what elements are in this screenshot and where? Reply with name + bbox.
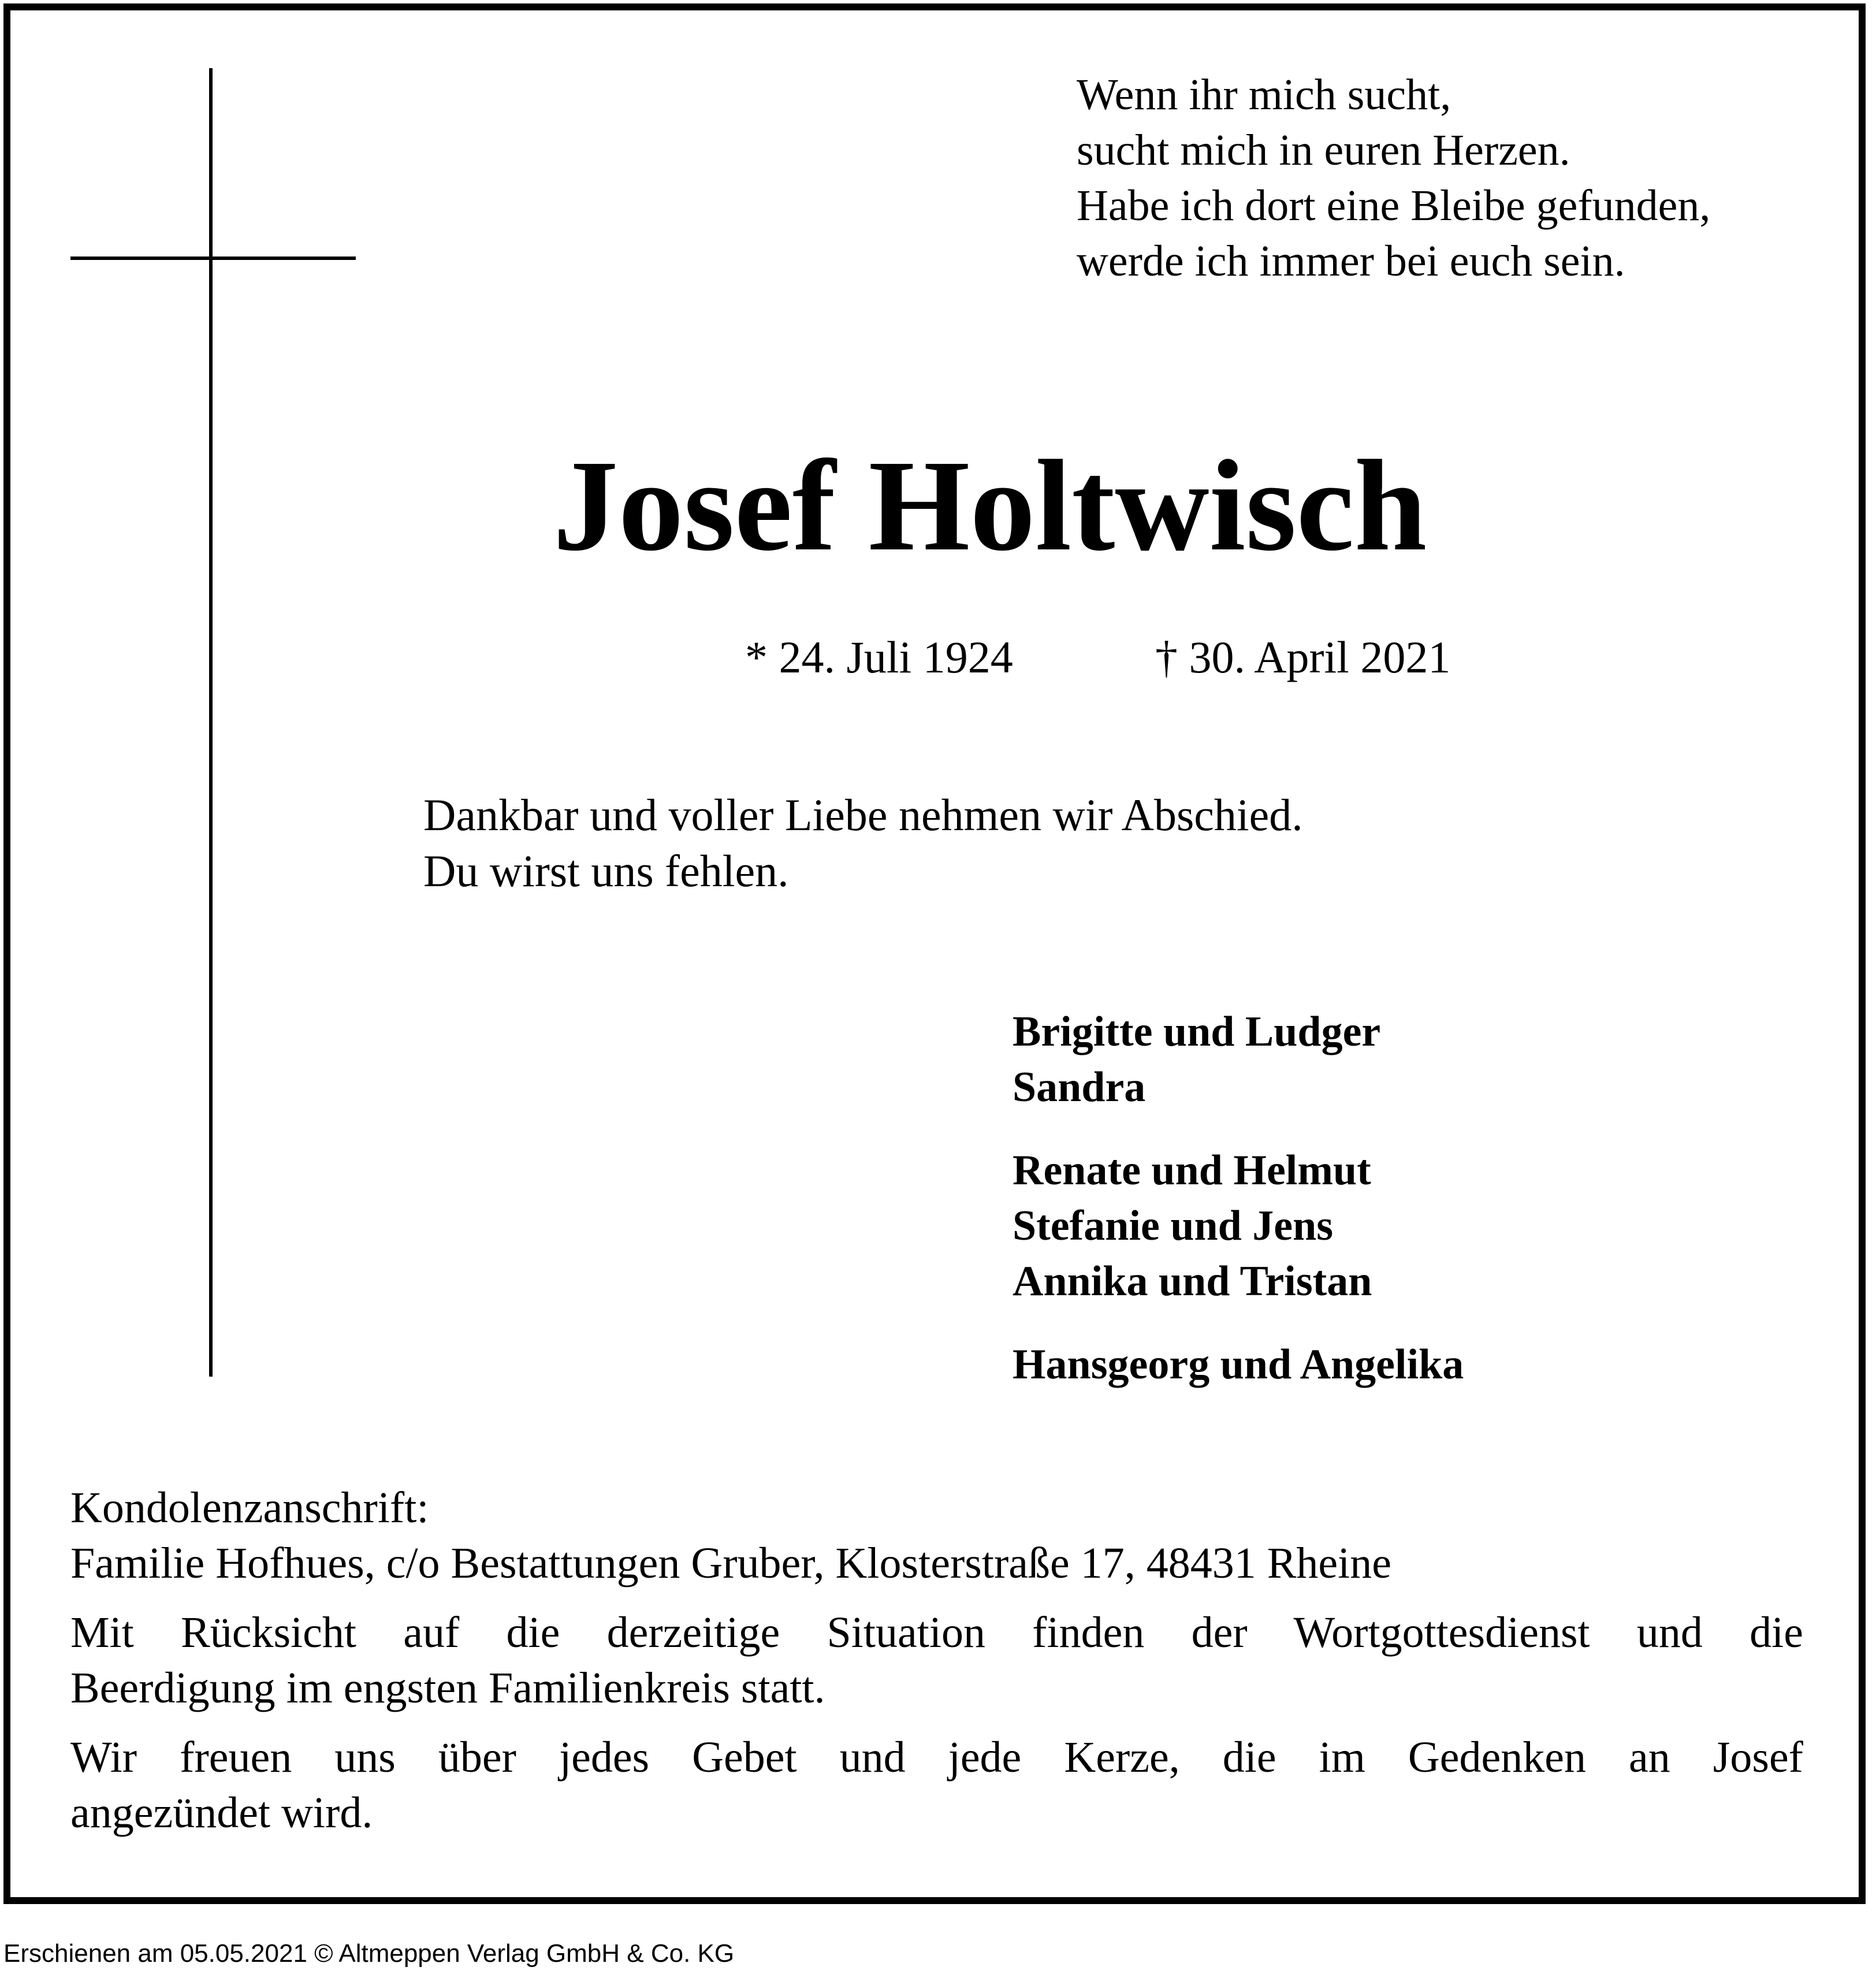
poem-line: Habe ich dort eine Bleibe gefunden,: [1077, 181, 1711, 230]
poem-line: Wenn ihr mich sucht,: [1077, 70, 1451, 119]
farewell-line: Du wirst uns fehlen.: [423, 846, 789, 896]
mourners-list: [1013, 1004, 1464, 1420]
farewell-text: [423, 787, 1303, 899]
service-notice-line: Beerdigung im engsten Familienkreis statt.: [70, 1664, 825, 1712]
service-notice-line: Mit Rücksicht auf die derzeitige Situation finden der Wortgottesdienst und die: [70, 1608, 1803, 1657]
condolence-label: Kondolenzanschrift:: [70, 1484, 429, 1532]
poem: [1077, 67, 1851, 289]
mourner-group: [1013, 1143, 1464, 1309]
mourner-group: [1013, 1337, 1464, 1392]
cross-icon-horizontal-bar: [70, 256, 356, 260]
mourner-name: Renate und Helmut: [1013, 1147, 1371, 1194]
death-date: † 30. April 2021: [1155, 632, 1451, 682]
publication-credit: Erschienen am 05.05.2021 © Altmeppen Verlag GmbH & Co. KG: [3, 1939, 735, 1968]
mourner-group: [1013, 1004, 1464, 1115]
mourner-name: Stefanie und Jens: [1013, 1202, 1334, 1250]
service-notice: [70, 1605, 1803, 1716]
poem-line: werde ich immer bei euch sein.: [1077, 237, 1625, 285]
deceased-name: Josef Holtwisch: [553, 433, 1427, 578]
mourner-name: Hansgeorg und Angelika: [1013, 1341, 1464, 1388]
condolence-address: Familie Hofhues, c/o Bestattungen Gruber, Klosterstraße 17, 48431 Rheine: [70, 1539, 1392, 1587]
poem-line: sucht mich in euren Herzen.: [1077, 126, 1570, 174]
footer-info: [70, 1480, 1803, 1841]
birth-date: * 24. Juli 1924: [745, 632, 1013, 682]
cross-icon-vertical-bar: [209, 68, 213, 1377]
candle-notice-line: angezündet wird.: [70, 1789, 373, 1837]
mourner-name: Annika und Tristan: [1013, 1258, 1372, 1305]
mourner-name: Brigitte und Ludger: [1013, 1008, 1381, 1055]
farewell-line: Dankbar und voller Liebe nehmen wir Abschied.: [423, 790, 1303, 840]
candle-notice: [70, 1730, 1803, 1841]
candle-notice-line: Wir freuen uns über jedes Gebet und jede Kerze, die im Gedenken an Josef: [70, 1733, 1803, 1782]
mourner-name: Sandra: [1013, 1064, 1146, 1111]
